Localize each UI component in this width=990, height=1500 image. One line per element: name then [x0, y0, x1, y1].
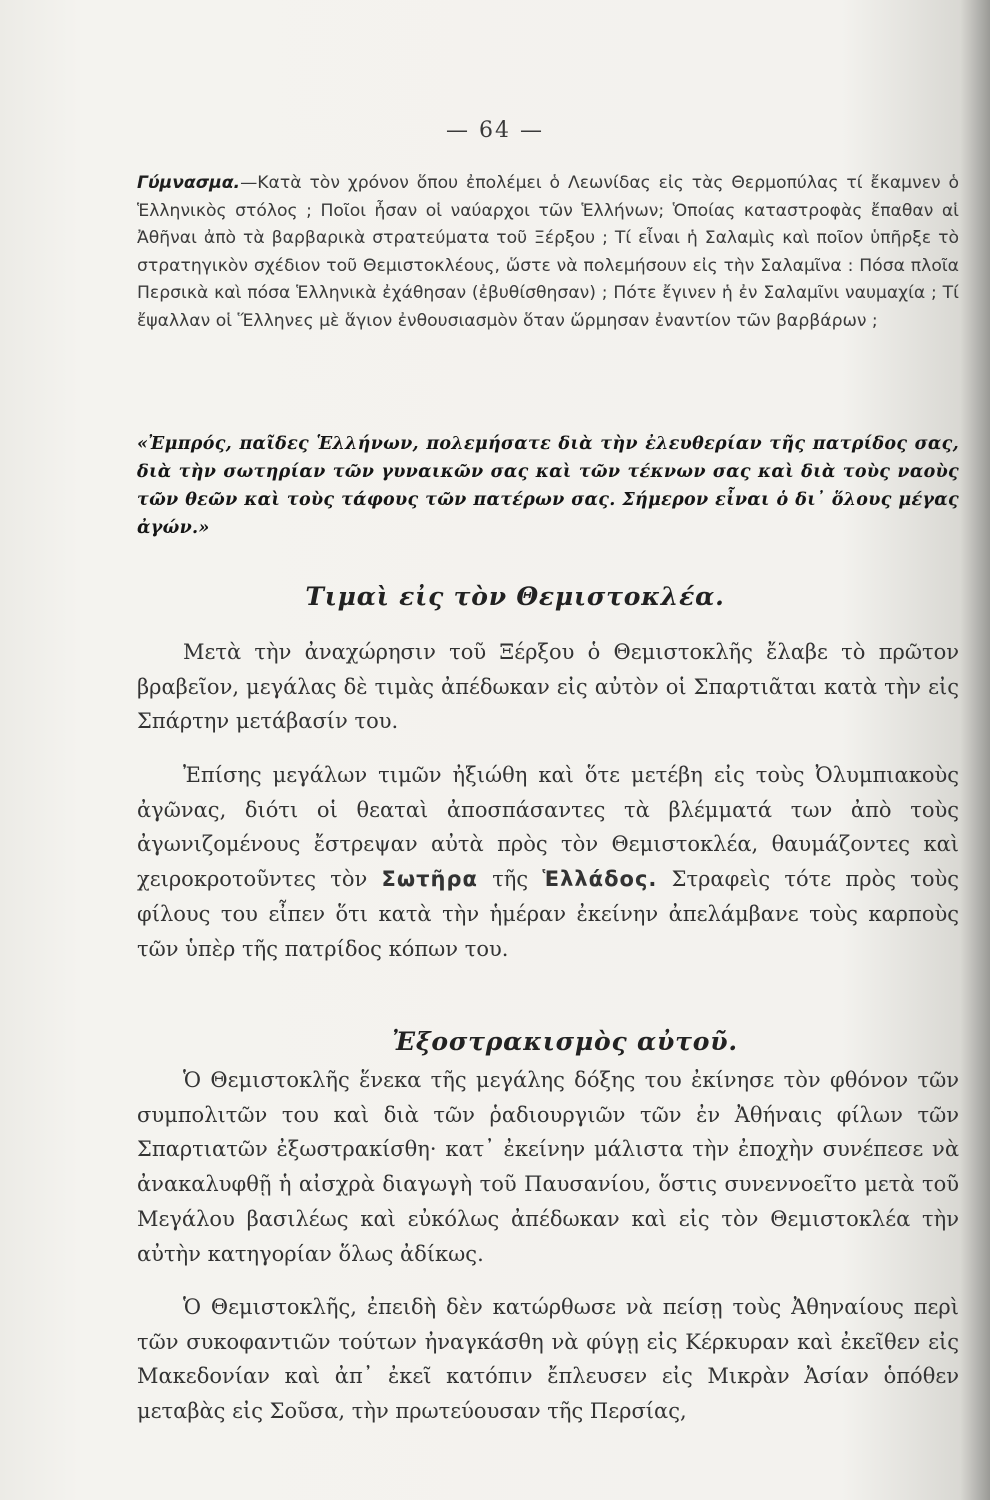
paragraph-ostracism-1: Ὁ Θεμιστοκλῆς ἕνεκα τῆς μεγάλης δόξης του ἐκίνησε τὸν φθόνον τῶν συμπολιτῶν του καὶ διὰ τῶν ῥαδιουργιῶν τῶν ἐν Ἀθήναις φίλων τῶν Σπαρτιατῶν ἐξωστρακίσθη· κατ᾽ ἐκείνην μάλιστα τὴν ἐποχὴν συνέπεσε νὰ ἀνακαλυφθῇ ἡ αἰσχρὰ διαγωγὴ τοῦ Παυσανίου, ὅστις συνεννοεῖτο μετὰ τοῦ Μεγάλου βασιλέως καὶ εὐκόλως ἀπέδωκαν καὶ εἰς τὸν Θεμιστοκλέα τὴν αὐτὴν κατηγορίαν ὅλως ἀδίκως.: [137, 1068, 959, 1266]
section-heading-ostracism: Ἐξοστρακισμὸς αὐτοῦ.: [392, 1027, 738, 1056]
exercise-label: Γύμνασμα.: [137, 173, 241, 193]
battle-cry-quote: «Ἐμπρός, παῖδες Ἑλλήνων, πολεμήσατε διὰ τὴν ἐλευθερίαν τῆς πατρίδος σας, διὰ τὴν σωτηρίαν τῶν γυναικῶν σας καὶ τῶν τέκνων σας καὶ διὰ τοὺς ναοὺς τῶν θεῶν καὶ τοὺς τάφους τῶν πατέρων σας. Σήμερον εἶναι ὁ δι᾽ ὅλους μέγας ἀγών.»: [137, 434, 959, 538]
paragraph-honors-1: Μετὰ τὴν ἀναχώρησιν τοῦ Ξέρξου ὁ Θεμιστοκλῆς ἔλαβε τὸ πρῶτον βραβεῖον, μεγάλας δὲ τιμὰς ἀπέδωκαν εἰς αὐτὸν οἱ Σπαρτιᾶται κατὰ τὴν εἰς Σπάρτην μετάβασίν του.: [137, 640, 959, 734]
paragraph-honors-2: [137, 758, 959, 966]
section-heading-honors: Τιμαὶ εἰς τὸν Θεμιστοκλέα.: [305, 582, 725, 611]
exercise-text: —Κατὰ τὸν χρόνον ὅπου ἐπολέμει ὁ Λεωνίδας εἰς τὰς Θερμοπύλας τί ἔκαμνεν ὁ Ἑλληνικὸς στόλος ; Ποῖοι ἦσαν οἱ ναύαρχοι τῶν Ἑλλήνων; Ὁποίας καταστροφὰς ἔπαθαν αἱ Ἀθῆναι ἀπὸ τὰ βαρβαρικὰ στρατεύματα τοῦ Ξέρξου ; Τί εἶναι ἡ Σαλαμὶς καὶ ποῖον ὑπῆρξε τὸ στρατηγικὸν σχέδιον τοῦ Θεμιστοκλέους, ὥστε νὰ πολεμήσουν εἰς τὴν Σαλαμῖνα : Πόσα πλοῖα Περσικὰ καὶ πόσα Ἑλληνικὰ ἐχάθησαν (ἐβυθίσθησαν) ; Πότε ἔγινεν ἡ ἐν Σαλαμῖνι ναυμαχία ; Τί ἔψαλλαν οἱ Ἕλληνες μὲ ἅγιον ἐνθουσιασμὸν ὅταν ὥρμησαν ἐναντίον τῶν βαρβάρων ;: [137, 173, 959, 331]
paragraph-text: τῆς: [492, 867, 529, 892]
page-number: — 64 —: [446, 118, 544, 143]
paragraph-ostracism-2: Ὁ Θεμιστοκλῆς, ἐπειδὴ δὲν κατώρθωσε νὰ πείσῃ τοὺς Ἀθηναίους περὶ τῶν συκοφαντιῶν τούτων ἠναγκάσθη νὰ φύγῃ εἰς Κέρκυραν καὶ ἐκεῖθεν εἰς Μακεδονίαν καὶ ἀπ᾽ ἐκεῖ κατόπιν ἔπλευσεν εἰς Μικρὰν Ἀσίαν ὁπόθεν μεταβὰς εἰς Σοῦσα, τὴν πρωτεύουσαν τῆς Περσίας,: [137, 1295, 959, 1424]
paragraph-text: Στραφεὶς τότε πρὸς τοὺς φίλους του εἶπεν ὅτι κατὰ τὴν ἡμέραν ἐκείνην ἀπελάμβανε τοὺς καρποὺς τῶν ὑπὲρ τῆς πατρίδος κόπων του.: [137, 867, 960, 961]
emphasis-greece: Ἑλλάδος.: [542, 867, 658, 892]
exercise-paragraph: [137, 170, 959, 336]
paragraph-text: Ἐπίσης μεγάλων τιμῶν ἠξιώθη καὶ ὅτε μετέβη εἰς τοὺς Ὀλυμπιακοὺς ἀγῶνας, διότι οἱ θεαταὶ ἀποσπάσαντες τὰ βλέμματά των ἀπὸ τοὺς ἀγωνιζομένους ἔστρεψαν αὐτὰ πρὸς τὸν Θεμιστοκλέα, θαυμάζοντες καὶ χειροκροτοῦντες τὸν: [137, 763, 959, 892]
emphasis-savior: Σωτῆρα: [381, 867, 478, 892]
